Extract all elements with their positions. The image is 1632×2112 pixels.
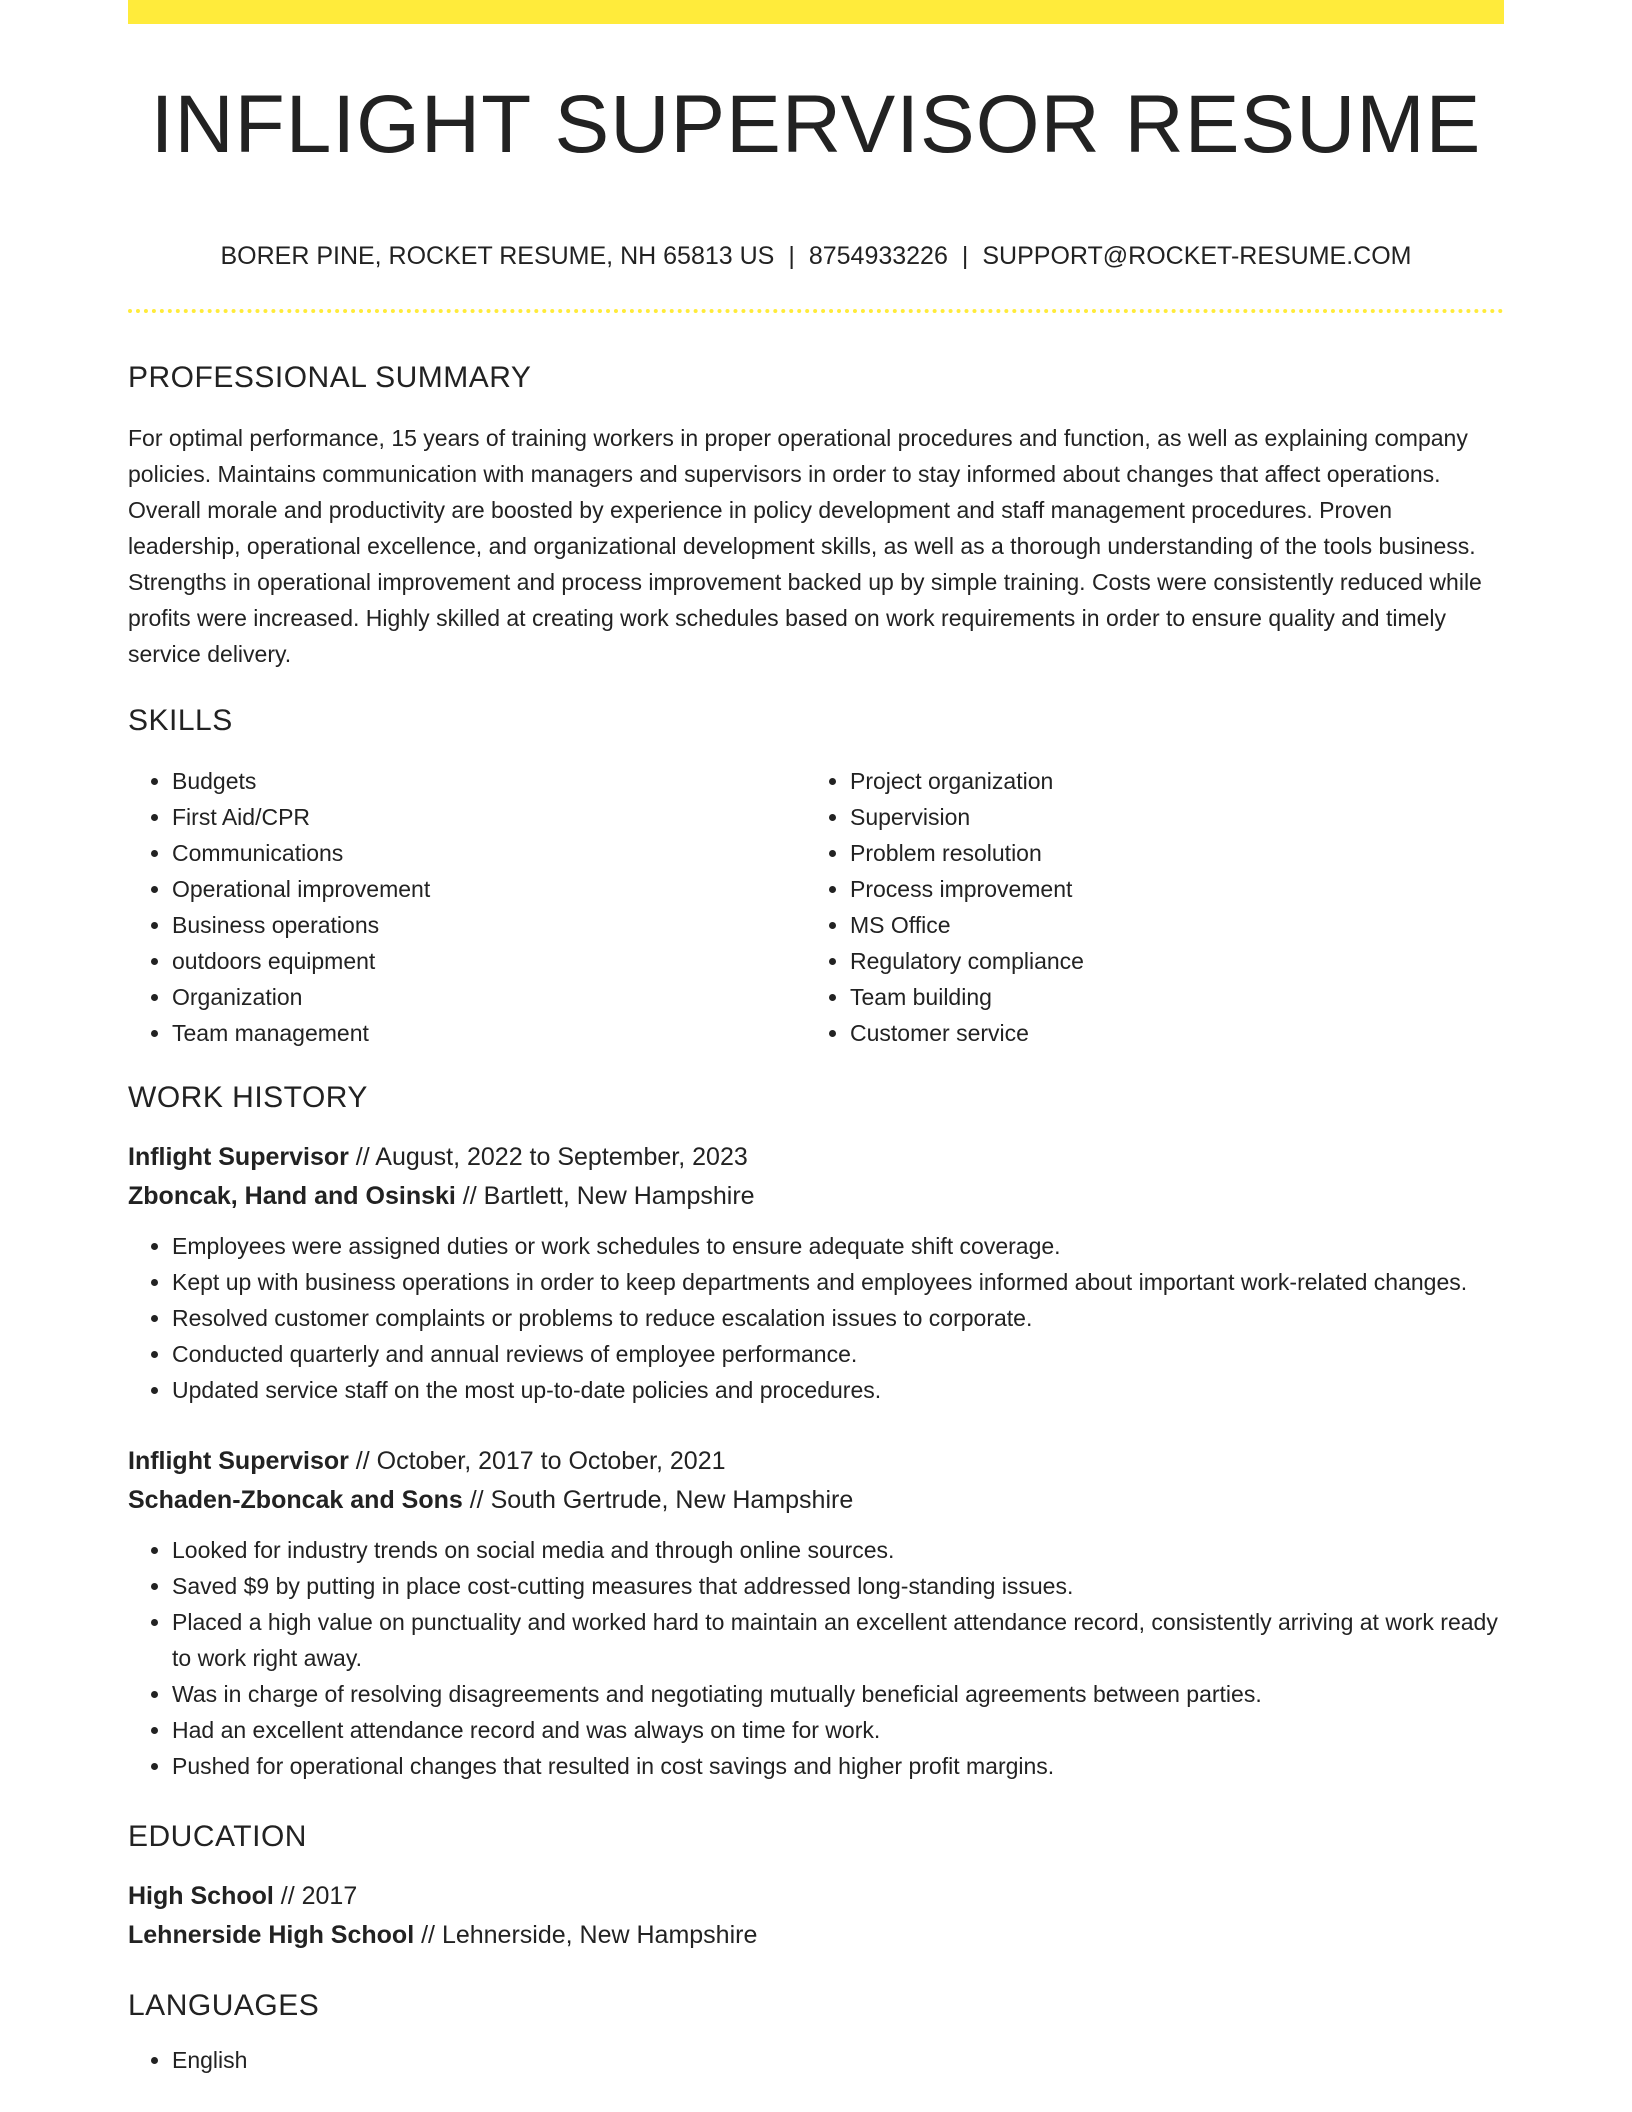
accent-top-bar [128,0,1504,24]
skill-item: • Team building [850,979,1484,1015]
job-bullets [128,1228,1504,1408]
job-bullet: • Updated service staff on the most up-to-date policies and procedures. [172,1372,1504,1408]
job-company: Schaden-Zboncak and Sons [128,1486,463,1514]
job-company: Zboncak, Hand and Osinski [128,1182,456,1210]
education-year: // 2017 [273,1882,358,1910]
job-title-line [128,1442,1504,1481]
job-bullet: • Had an excellent attendance record and was always on time for work. [172,1712,1504,1748]
dotted-divider [128,309,1504,313]
education-degree: High School [128,1882,274,1910]
resume-title: INFLIGHT SUPERVISOR RESUME [150,79,1482,170]
summary-text: For optimal performance, 15 years of training workers in proper operational procedures and function, as well as explaining company policies. Maintains communication with managers and supervisors in order to stay informed about changes that affect operations. Overall morale and productivity are boosted by experience in policy development and staff management procedures. Proven leadership, operational excellence, and organizational development skills, as well as a thorough understanding of the tools business. Strengths in operational improvement and process improvement backed up by simple training. Costs were consistently reduced while profits were increased. Highly skilled at creating work schedules based on work requirements in order to ensure quality and timely service delivery. [128,425,1482,667]
education-school: Lehnerside High School [128,1921,415,1949]
skill-item: • Team management [172,1015,806,1051]
work-history-heading: WORK HISTORY [128,1081,368,1114]
skill-item: • Operational improvement [172,871,806,907]
skill-item: • Regulatory compliance [850,943,1484,979]
job-bullet: • Was in charge of resolving disagreements and negotiating mutually beneficial agreements between parties. [172,1676,1504,1712]
skill-item: • outdoors equipment [172,943,806,979]
skill-item: • Problem resolution [850,835,1484,871]
job-title: Inflight Supervisor [128,1447,349,1475]
resume-page [128,0,1504,2078]
job-bullet: • Placed a high value on punctuality and worked hard to maintain an excellent attendance record, consistently arriving at work ready to work right away. [172,1604,1504,1676]
contact-separator: | [961,242,969,270]
job-dates: // October, 2017 to October, 2021 [348,1447,726,1475]
languages-list [128,2042,1504,2078]
contact-address: BORER PINE, ROCKET RESUME, NH 65813 US [220,242,775,270]
contact-separator: | [788,242,795,270]
job-title-line [128,1138,1504,1177]
education-heading: EDUCATION [128,1820,307,1853]
contact-email: SUPPORT@ROCKET-RESUME.COM [982,242,1412,270]
job-bullet: • Conducted quarterly and annual reviews of employee performance. [172,1336,1504,1372]
job-bullet: • Kept up with business operations in order to keep departments and employees informed about important work-related changes. [172,1264,1504,1300]
skill-item: • Process improvement [850,871,1484,907]
summary-heading: PROFESSIONAL SUMMARY [128,361,532,394]
skill-item: • Budgets [172,763,806,799]
job-bullet: • Looked for industry trends on social media and through online sources. [172,1532,1504,1568]
contact-line [128,242,1504,271]
skill-item: • Business operations [172,907,806,943]
skills-column-right [806,763,1484,1051]
skills-grid [128,763,1504,1051]
job-location: // Bartlett, New Hampshire [455,1182,755,1210]
education-school-line [128,1916,1504,1955]
job-bullets [128,1532,1504,1784]
skill-item: • Customer service [850,1015,1484,1051]
job-bullet: • Pushed for operational changes that resulted in cost savings and higher profit margins. [172,1748,1504,1784]
contact-phone: 8754933226 [808,242,948,270]
education-entry [128,1877,1504,1955]
job-location: // South Gertrude, New Hampshire [462,1486,854,1514]
education-degree-line [128,1877,1504,1916]
skill-item: • Supervision [850,799,1484,835]
job-dates: // August, 2022 to September, 2023 [348,1143,748,1171]
job-entry [128,1442,1504,1784]
job-company-line [128,1481,1504,1520]
skill-item: • MS Office [850,907,1484,943]
job-title: Inflight Supervisor [128,1143,349,1171]
job-company-line [128,1177,1504,1216]
skill-item: • Project organization [850,763,1484,799]
job-bullet: • Saved $9 by putting in place cost-cutting measures that addressed long-standing issues. [172,1568,1504,1604]
languages-heading: LANGUAGES [128,1989,320,2022]
job-entry [128,1138,1504,1408]
skill-item: • First Aid/CPR [172,799,806,835]
education-location: // Lehnerside, New Hampshire [414,1921,758,1949]
skills-column-left [128,763,806,1051]
language-item: • English [172,2042,1504,2078]
skill-item: • Organization [172,979,806,1015]
job-bullet: • Employees were assigned duties or work schedules to ensure adequate shift coverage. [172,1228,1504,1264]
skill-item: • Communications [172,835,806,871]
job-bullet: • Resolved customer complaints or problems to reduce escalation issues to corporate. [172,1300,1504,1336]
skills-heading: SKILLS [128,704,233,737]
